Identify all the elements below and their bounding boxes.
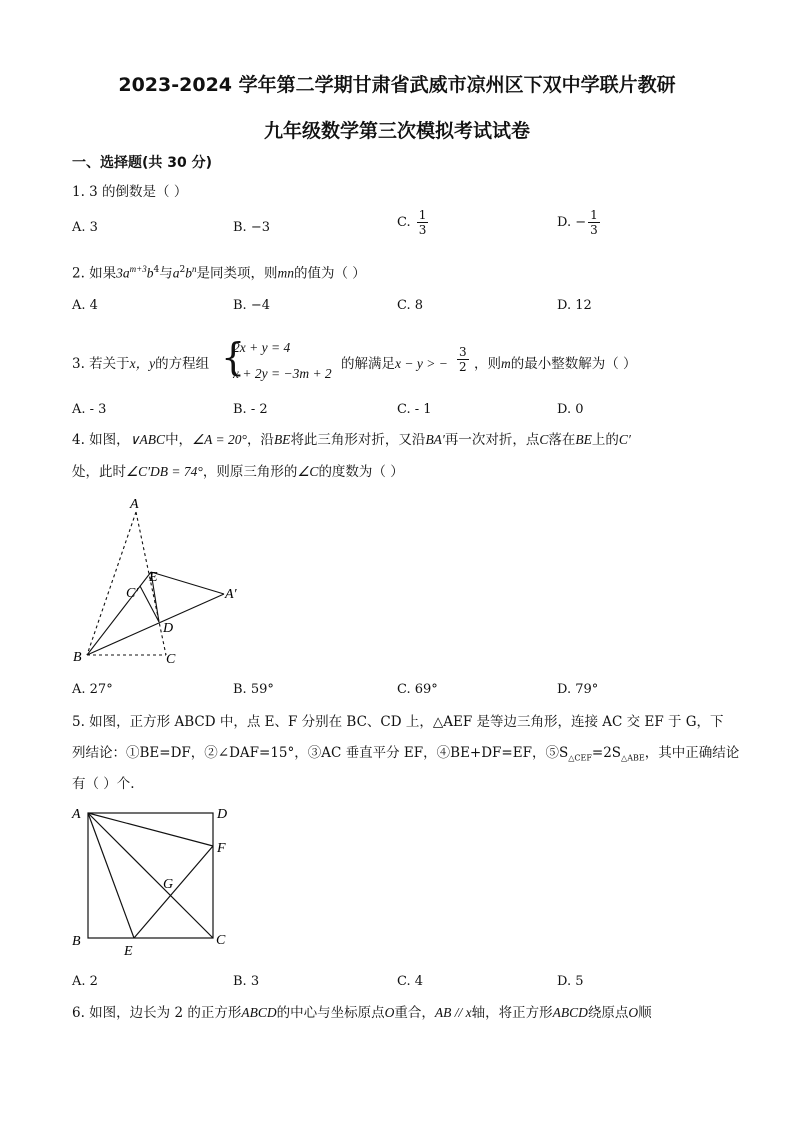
q3-equation-1: 2x + y = 4: [233, 340, 291, 355]
q4-angle-c: ∠C: [297, 464, 319, 479]
q2-term1: 3a: [116, 265, 130, 281]
q5-option-c: C. 4: [397, 974, 424, 989]
question-3-prefix: [72, 354, 222, 374]
question-4-line2: [72, 462, 732, 482]
q4-t7: 上的: [591, 432, 619, 448]
q2-end: 的值为（ ）: [293, 265, 366, 282]
label-e: E: [124, 944, 133, 959]
q6-t6: 顺: [638, 1005, 652, 1021]
q5-sub2: △ABE: [621, 753, 645, 763]
segment-ae: [88, 813, 134, 938]
q2-term1-b: b: [146, 265, 154, 281]
label-e: E: [149, 570, 158, 585]
label-g: G: [163, 877, 174, 892]
segment-af: [88, 813, 213, 846]
q1-option-d-label: D. −: [557, 215, 587, 230]
exam-title-line1: 2023-2024 学年第二学期甘肃省武威市凉州区下双中学联片教研: [118, 74, 676, 96]
q3-vars: x，y: [129, 356, 156, 371]
q3-tail-var: m: [501, 356, 511, 371]
q2-option-a: A. 4: [72, 298, 98, 313]
label-a-prime: A′: [225, 587, 237, 602]
q6-o2: O: [628, 1005, 639, 1020]
q6-abcd: ABCD: [241, 1005, 277, 1020]
label-d: D: [217, 807, 228, 822]
q3-option-b: B. - 2: [233, 402, 268, 417]
q4-t2: 中，: [165, 432, 193, 448]
q2-option-c: C. 8: [397, 298, 424, 313]
q1-option-c: [397, 208, 430, 237]
q4-t4: 将此三角形对折，又沿: [290, 432, 426, 448]
q5-t2: =2S: [591, 745, 622, 761]
question-5-line3: 有（ ）个.: [72, 776, 135, 792]
question-1-stem: 1. 3 的倒数是（ ）: [72, 184, 188, 200]
q6-t2: 的中心与坐标原点: [276, 1005, 385, 1021]
fraction-numerator: 1: [590, 208, 598, 222]
q4-triangle-figure: [60, 490, 260, 675]
q4-t9: ，则原三角形的: [202, 464, 298, 480]
q4-angle-a: ∠A = 20°: [192, 432, 247, 447]
question-2-stem: [72, 259, 732, 284]
q3-option-c: C. - 1: [397, 402, 432, 417]
fraction-numerator: 1: [418, 208, 427, 222]
q5-square-figure: [65, 800, 240, 965]
q2-term2-b: b: [185, 265, 192, 281]
q1-option-d: [557, 208, 602, 237]
q4-c: C: [539, 432, 549, 447]
q3-pre: 3. 若关于: [72, 356, 130, 372]
q2-term1-exp: m+3: [129, 264, 147, 274]
q5-t1: 列结论：①BE=DF，②∠DAF=15°，③AC 垂直平分 EF，④BE+DF=EF，⑤S: [72, 745, 569, 761]
q1-option-c-fraction: [417, 208, 429, 237]
q2-term2: a: [172, 265, 180, 281]
q2-term2-exp: 2: [179, 265, 186, 275]
fraction-denominator: 3: [590, 223, 598, 237]
question-4-line1: [72, 430, 752, 450]
q6-o: O: [384, 1005, 395, 1020]
q5-option-a: A. 2: [72, 974, 98, 989]
q4-option-a: A. 27°: [72, 682, 113, 697]
q5-option-b: B. 3: [233, 974, 260, 989]
label-b: B: [72, 934, 81, 949]
q4-be2: BE: [575, 432, 592, 447]
fraction-denominator: 3: [418, 223, 427, 237]
q1-option-a: A. 3: [72, 220, 98, 235]
system-brace: {: [221, 335, 246, 379]
q1-option-b: B. −3: [233, 220, 270, 235]
q4-option-d: D. 79°: [557, 682, 599, 697]
q4-angle-cdb: ∠C′DB = 74°: [126, 464, 203, 479]
exam-title-line2: 九年级数学第三次模拟考试试卷: [263, 120, 530, 142]
q4-ba: BA′: [425, 432, 445, 447]
q2-option-d: D. 12: [557, 298, 592, 313]
q3-option-d: D. 0: [557, 402, 584, 417]
label-a: A: [72, 807, 81, 822]
q4-t5: 再一次对折，点: [444, 432, 540, 448]
q4-c2: C′: [618, 432, 631, 447]
q4-option-b: B. 59°: [233, 682, 274, 697]
q5-t3: ，其中正确结论: [644, 745, 740, 761]
q4-t8: 处，此时: [72, 464, 126, 480]
label-d: D: [163, 621, 174, 636]
edge-be: [87, 572, 151, 655]
q2-term1-b-exp: 4: [153, 265, 160, 275]
q2-var: mn: [277, 265, 294, 281]
q6-t1: 6. 如图，边长为 2 的正方形: [72, 1005, 242, 1021]
q2-connector: 与: [159, 265, 173, 282]
q4-be: BE: [273, 432, 291, 447]
label-f: F: [217, 841, 226, 856]
label-a: A: [130, 497, 139, 512]
q4-t10: 的度数为（ ）: [318, 464, 404, 480]
q4-t6: 落在: [548, 432, 576, 448]
q4-tri: ∨ABC: [129, 432, 166, 447]
edge-ea1: [151, 572, 224, 594]
q5-option-d: D. 5: [557, 974, 584, 989]
q3-option-a: A. - 3: [72, 402, 107, 417]
q2-term2-b-exp: n: [191, 264, 197, 274]
q3-equation-2: x + 2y = −3m + 2: [233, 366, 332, 381]
q1-option-c-label: C.: [397, 215, 411, 230]
q5-sub1: △CEF: [568, 753, 592, 763]
question-5-line2: [72, 743, 742, 769]
q3-mid: 的方程组: [155, 356, 210, 372]
q6-ab: AB // x: [434, 1005, 472, 1020]
segment-ef: [134, 846, 213, 938]
q4-t1: 4. 如图，: [72, 432, 130, 448]
label-c: C: [166, 652, 176, 667]
q4-t3: ，沿: [246, 432, 274, 448]
section-heading-choice: 一、选择题(共 30 分): [72, 155, 213, 171]
question-6-line1: [72, 1003, 752, 1023]
q2-option-b: B. −4: [233, 298, 270, 313]
q6-abcd2: ABCD: [552, 1005, 588, 1020]
q6-t4: 轴，将正方形: [471, 1005, 553, 1021]
q6-t5: 绕原点: [587, 1005, 629, 1021]
q6-t3: 重合，: [394, 1005, 435, 1021]
q3-cond-pre: 的解满足: [341, 356, 395, 372]
q4-option-c: C. 69°: [397, 682, 438, 697]
q3-tail-pre: ，则: [474, 356, 501, 372]
question-5-line1: 5. 如图，正方形 ABCD 中，点 E、F 分别在 BC、CD 上，△AEF 是等边三角形，连接 AC 交 EF 于 G，下: [72, 714, 724, 730]
q3-cond: x − y > −: [395, 356, 448, 371]
q2-prefix: 2. 如果: [72, 265, 117, 282]
q1-option-d-fraction: [588, 208, 600, 237]
label-c-prime: C′: [126, 586, 139, 601]
label-c: C: [216, 933, 226, 948]
fraction-numerator: 3: [459, 345, 467, 359]
q3-fraction: [455, 345, 471, 374]
question-3-tail: [474, 354, 714, 374]
q2-tail: 是同类项，则: [196, 265, 278, 282]
fraction-denominator: 2: [459, 360, 467, 374]
q3-tail: 的最小整数解为（ ）: [510, 356, 637, 372]
edge-ab-dashed: [87, 512, 136, 655]
label-b: B: [73, 650, 82, 665]
